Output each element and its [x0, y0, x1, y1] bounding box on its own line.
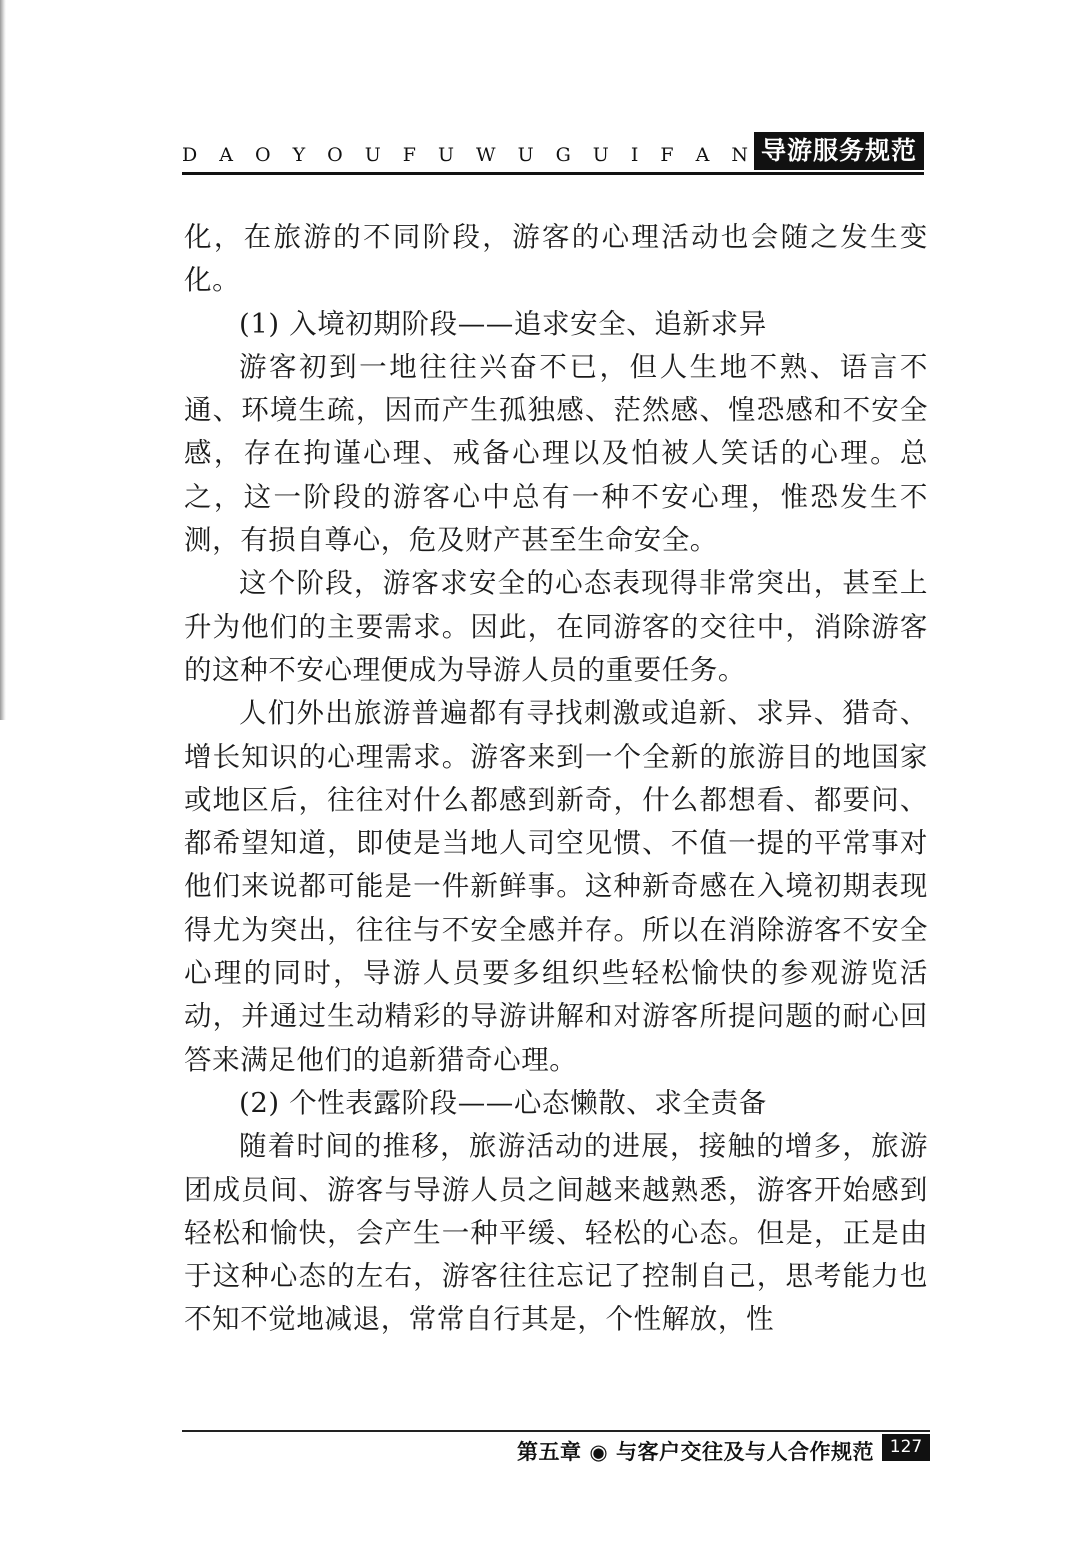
- header-title: 导游服务规范: [754, 132, 924, 170]
- header-rule: [182, 172, 924, 175]
- header-letter: G: [555, 144, 571, 166]
- section-heading-1: (1) 入境初期阶段——追求安全、追新求异: [239, 307, 767, 340]
- header-letter: O: [327, 144, 343, 166]
- page-number: 127: [882, 1434, 930, 1461]
- header-letter: N: [731, 144, 748, 166]
- running-footer: [182, 1430, 930, 1468]
- paragraph: 这个阶段，游客求安全的心态表现得非常突出，甚至上升为他们的主要需求。因此，在同游客的交往中，消除游客的这种不安心理便成为导游人员的重要任务。: [184, 567, 928, 686]
- footer-chapter-title: 第五章 ◉ 与客户交往及与人合作规范: [517, 1440, 874, 1464]
- body-text: [184, 216, 928, 1342]
- header-letter: F: [402, 144, 416, 166]
- header-letter: W: [476, 144, 496, 166]
- header-letter: I: [630, 144, 639, 166]
- header-letter: F: [660, 144, 674, 166]
- paragraph: 游客初到一地往往兴奋不已，但人生地不熟、语言不通、环境生疏，因而产生孤独感、茫然感、惶恐感和不安全感，存在拘谨心理、戒备心理以及怕被人笑话的心理。总之，这一阶段的游客心中总有一种不安心理，惟恐发生不测，有损自尊心，危及财产甚至生命安全。: [184, 350, 928, 557]
- header-letter: A: [695, 144, 710, 166]
- header-letter: Y: [292, 144, 306, 166]
- running-header: [182, 132, 924, 174]
- header-letter: A: [219, 144, 233, 166]
- header-letter: D: [182, 144, 198, 166]
- footer-rule: [182, 1430, 930, 1432]
- header-letter: U: [437, 144, 454, 166]
- paragraph: 随着时间的推移，旅游活动的进展，接触的增多，旅游团成员间、游客与导游人员之间越来越熟悉，游客开始感到轻松和愉快，会产生一种平缓、轻松的心态。但是，正是由于这种心态的左右，游客往往忘记了控制自己，思考能力也不知不觉地减退，常常自行其是，个性解放，性: [184, 1130, 928, 1336]
- header-letter: U: [364, 144, 381, 166]
- header-letter: U: [592, 144, 609, 166]
- paragraph-continuation: 化，在旅游的不同阶段，游客的心理活动也会随之发生变化。: [184, 221, 928, 297]
- paragraph: 人们外出旅游普遍都有寻找刺激或追新、求异、猎奇、增长知识的心理需求。游客来到一个全新的旅游目的地国家或地区后，往往对什么都感到新奇，什么都想看、都要问、都希望知道，即使是当地人司空见惯、不值一提的平常事对他们来说都可能是一件新鲜事。这种新奇感在入境初期表现得尤为突出，往往与不安全感并存。所以在消除游客不安全心理的同时，导游人员要多组织些轻松愉快的参观游览活动，并通过生动精彩的导游讲解和对游客所提问题的耐心回答来满足他们的追新猎奇心理。: [184, 697, 928, 1076]
- section-heading-2: (2) 个性表露阶段——心态懒散、求全责备: [239, 1086, 767, 1119]
- header-letter: O: [255, 144, 271, 166]
- header-pinyin: [182, 144, 748, 166]
- header-letter: U: [517, 144, 534, 166]
- page-edge-shadow: [0, 0, 6, 720]
